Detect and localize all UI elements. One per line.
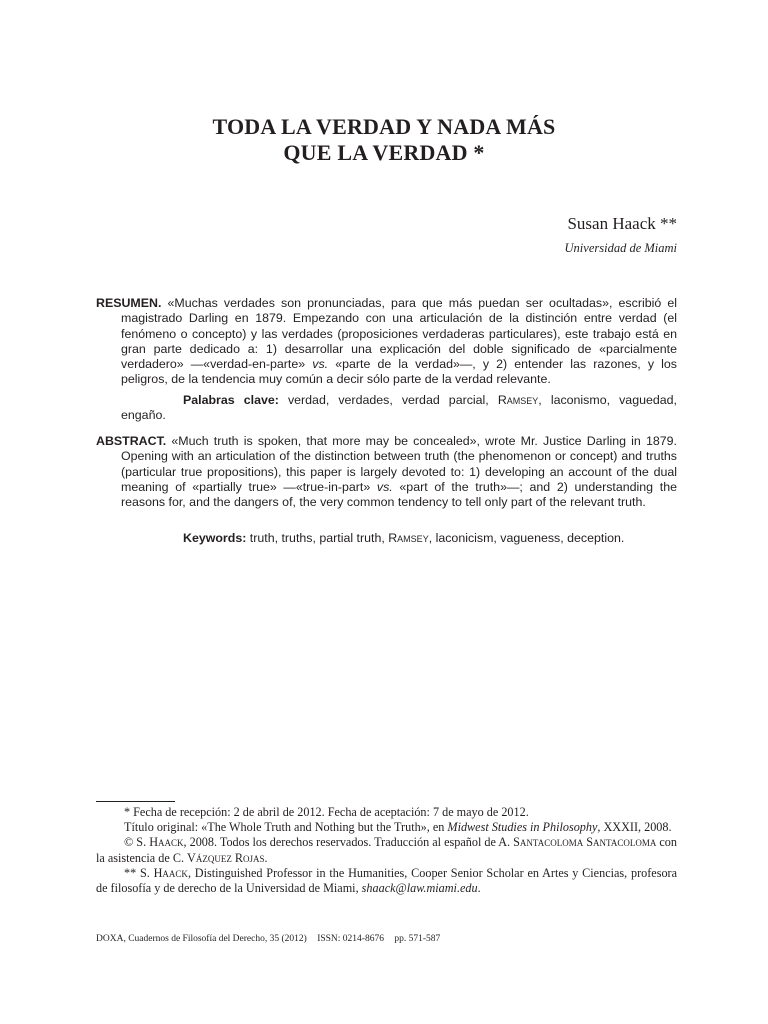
keywords-text-end: , laconicism, vagueness, deception. xyxy=(428,531,625,545)
footer-issn: ISSN: 0214-8676 xyxy=(317,934,384,944)
keywords-ramsey: Ramsey xyxy=(388,531,429,545)
resumen-label: RESUMEN. xyxy=(96,296,162,310)
abstract-paragraph xyxy=(96,434,677,510)
footnote-journal: Midwest Studies in Philosophy xyxy=(447,820,598,835)
abstract-label: ABSTRACT. xyxy=(96,434,167,448)
palabras-clave-label: Palabras clave: xyxy=(183,393,279,407)
abstract-vs: vs. xyxy=(376,479,393,494)
palabras-clave-paragraph xyxy=(96,393,677,424)
palabras-clave-text: verdad, verdades, verdad parcial, xyxy=(278,393,498,407)
author-affiliation: Universidad de Miami xyxy=(564,241,677,255)
footnote-assistant: Vázquez Rojas xyxy=(187,850,265,865)
footnote-dates: * Fecha de recepción: 2 de abril de 2012. Fecha de aceptación: 7 de mayo de 2012. xyxy=(124,805,529,819)
author-email-link[interactable]: shaack@law.miami.edu xyxy=(361,881,478,896)
footer-pages: pp. 571-587 xyxy=(394,934,441,944)
abstract-text-end: «part of the truth»—; and 2) understanding the reasons for, and the dangers of, the very common tendency to tell only part of the relevant truth. xyxy=(121,479,677,510)
article-title xyxy=(0,114,768,166)
palabras-clave-text-end: , laconismo, vaguedad, engaño. xyxy=(121,393,677,423)
abstract-text: «Much truth is spoken, that more may be concealed», wrote Mr. Justice Darling in 1879. Opening with an articulation of the distinction between truth (the phenomenon or concept) and truths (particular true propositions), this paper is largely devoted to: 1) developing an account of the dual meaning of «partially true» —«true-in-part» xyxy=(121,434,677,494)
footnote-separator xyxy=(96,801,175,802)
palabras-clave-ramsey: Ramsey xyxy=(497,393,539,407)
page-footer xyxy=(96,933,440,945)
resumen-text: «Muchas verdades son pronunciadas, para que más puedan ser ocultadas», escribió el magistrado Darling en 1879. Empezando con una articulación de la distinción entre verdad (el fenómeno o concepto) y las verdades (proposiciones verdaderas particulares), este trabajo está en gran parte dedicado a: 1) desarrollar una explicación del doble significado de «parcialmente verdadero» —«verdad-en-parte» xyxy=(121,296,677,372)
footnote-original-title: Título original: «The Whole Truth and Nothing but the Truth», en Midwest Studies in Philosophy, XXXII, 2008. xyxy=(124,820,672,835)
title-line-1: TODA LA VERDAD Y NADA MÁS xyxy=(212,114,556,139)
resumen-text-end: «parte de la verdad»—, y 2) entender las razones, y los peligros, de la tendencia muy común a decir sólo parte de la verdad relevante. xyxy=(121,357,678,387)
footer-journal: DOXA, Cuadernos de Filosofía del Derecho, 35 (2012) xyxy=(96,934,307,944)
title-line-2: QUE LA VERDAD * xyxy=(283,140,485,165)
resumen-paragraph xyxy=(96,296,677,388)
keywords-label: Keywords: xyxy=(183,531,247,545)
keywords-text: truth, truths, partial truth, xyxy=(246,531,389,545)
footnote-author-bio: ** S. Haack, Distinguished Professor in the Humanities, Cooper Senior Scholar en Artes y Ciencias, profesora de filosofía y de derecho de la Universidad de Miami, shaack@law.miami.edu. xyxy=(96,865,678,896)
keywords-paragraph xyxy=(96,531,677,546)
footnote-translator: Santacoloma Santacoloma xyxy=(513,835,657,850)
resumen-vs: vs. xyxy=(312,357,329,372)
footnote-copyright: © S. Haack, 2008. Todos los derechos reservados. Traducción al español de A. Santacoloma Santacoloma con la asistencia de C. Vázquez Rojas. xyxy=(96,835,677,865)
footnotes xyxy=(96,805,677,896)
author-name: Susan Haack ** xyxy=(567,214,677,233)
